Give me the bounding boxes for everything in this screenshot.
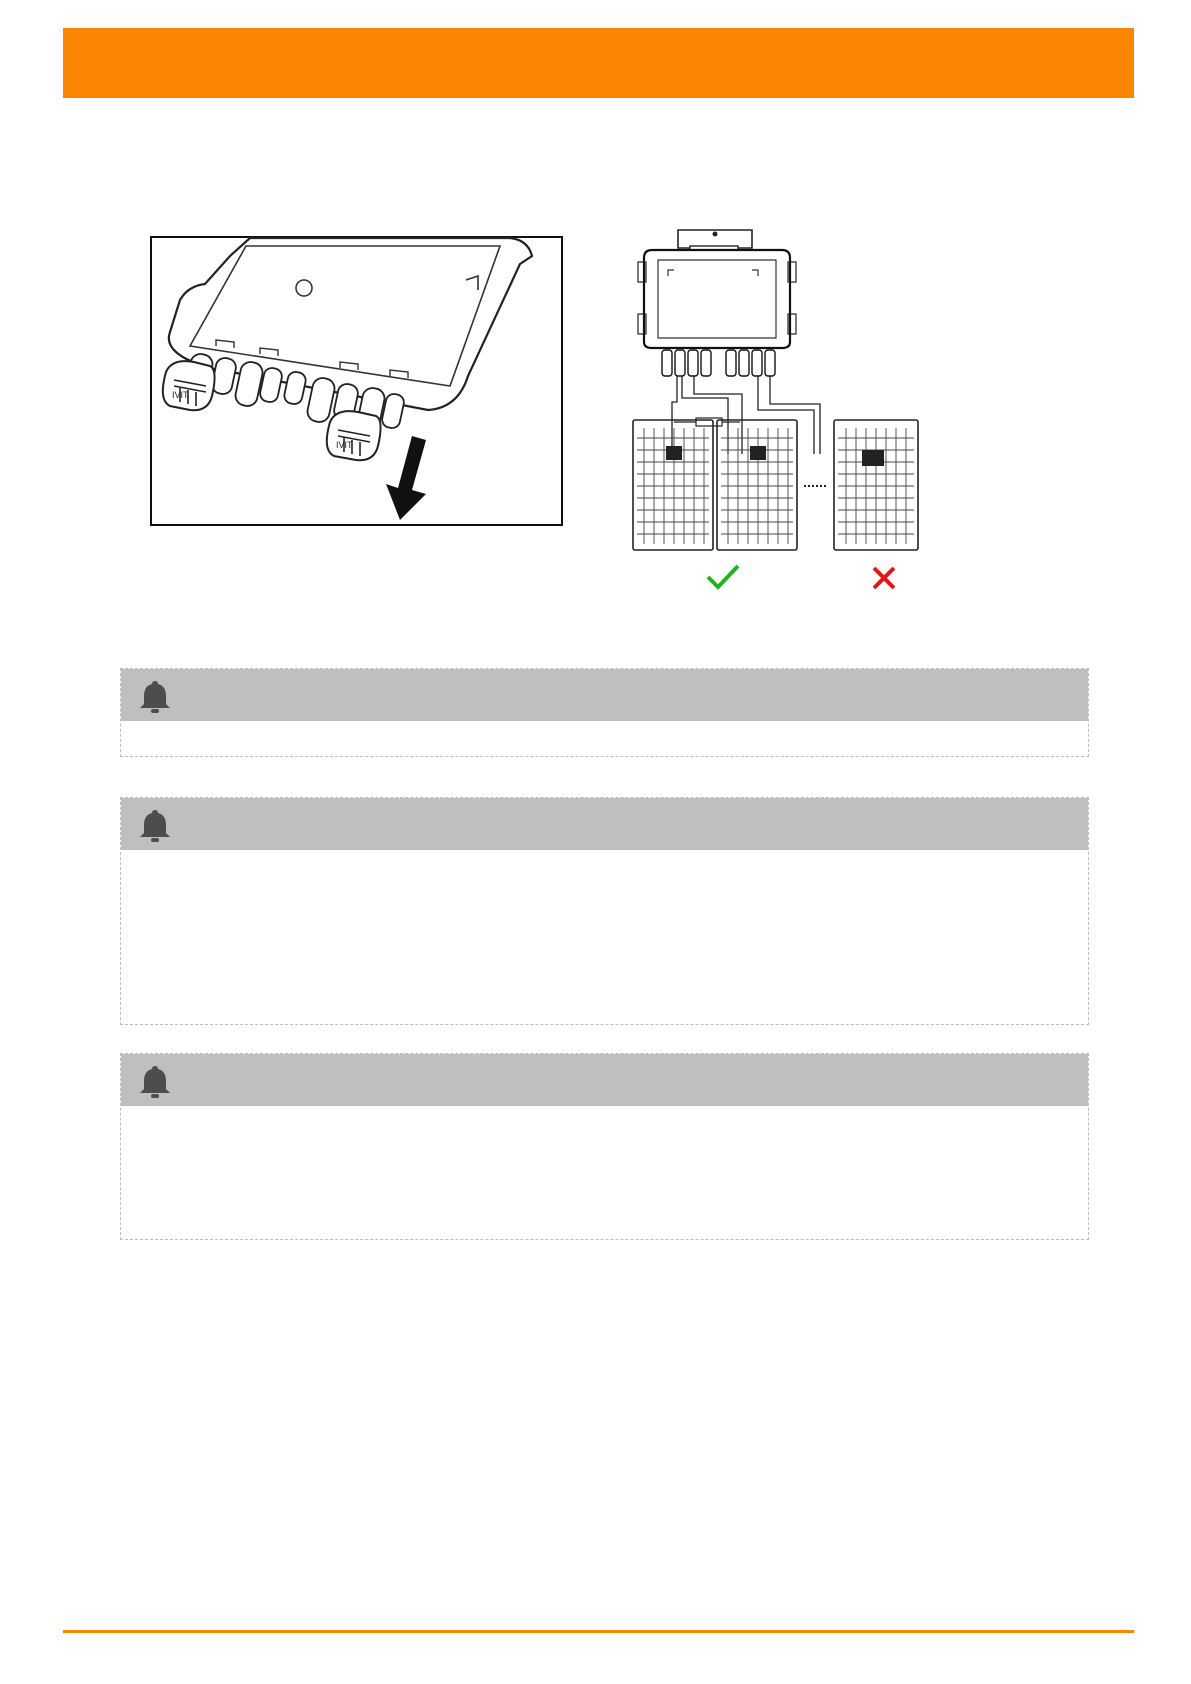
check-icon xyxy=(708,566,738,587)
header-bar xyxy=(63,28,1134,98)
bell-icon xyxy=(135,806,175,846)
notice-header xyxy=(121,1054,1088,1106)
connector-removal-figure xyxy=(150,236,563,526)
notice-box-2 xyxy=(120,797,1089,1025)
notice-text xyxy=(121,721,1088,737)
notice-text xyxy=(121,850,1088,866)
panel-wiring-figure xyxy=(632,224,932,594)
notice-box-3 xyxy=(120,1053,1089,1240)
bell-icon xyxy=(135,1062,175,1102)
bell-icon xyxy=(135,677,175,717)
notice-box-1 xyxy=(120,668,1089,757)
cap-label-2: IVIT xyxy=(336,440,353,450)
notice-header xyxy=(121,798,1088,850)
cap-label-1: IVIT xyxy=(172,390,189,400)
notice-text xyxy=(121,1106,1088,1122)
notice-header xyxy=(121,669,1088,721)
cross-icon xyxy=(874,568,894,588)
footer-line xyxy=(63,1630,1134,1633)
